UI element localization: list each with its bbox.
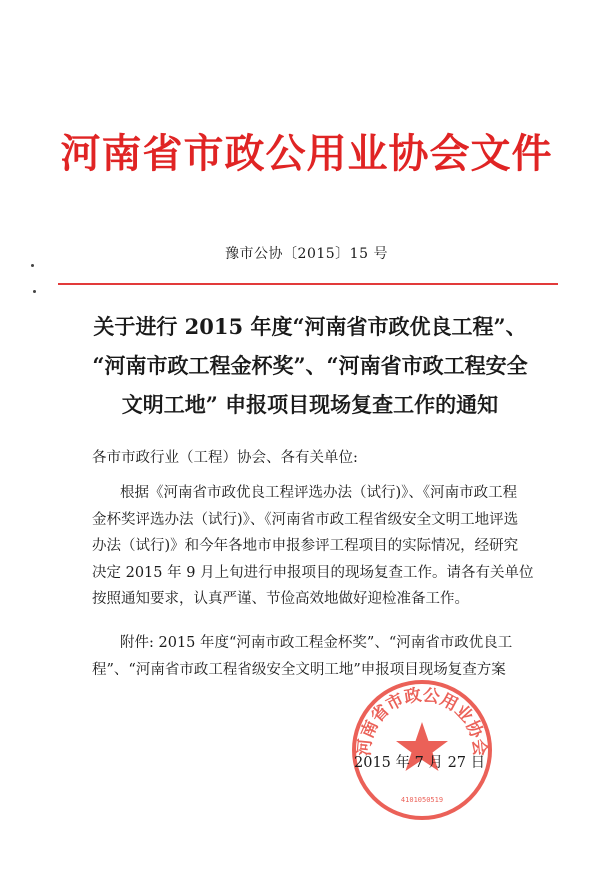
notice-title-line-2: “河南市政工程金杯奖”、“河南省市政工程安全 [92, 353, 528, 378]
scan-speck [33, 290, 36, 293]
body-line: 按照通知要求，认真严谨、节俭高效地做好迎检准备工作。 [92, 591, 469, 607]
body-line: 根据《河南省市政优良工程评选办法（试行)》、《河南市政工程 [120, 485, 518, 501]
official-seal-stamp [347, 675, 497, 825]
body-line: 金杯奖评选办法（试行)》、《河南省市政工程省级安全文明工地评选 [92, 511, 519, 528]
attachment-line: 附件: 2015 年度“河南市政工程金杯奖”、“河南省市政优良工 [120, 635, 513, 651]
red-divider-line [58, 283, 558, 285]
notice-title-line-3: 文明工地” 申报项目现场复查工作的通知 [121, 392, 499, 417]
svg-text:河南省市政公用业协会: 河南省市政公用业协会 [354, 685, 490, 757]
body-paragraph [92, 480, 542, 613]
document-number: 豫市公协〔2015〕15 号 [225, 246, 388, 262]
issue-date: 2015 年 7 月 27 日 [354, 755, 486, 771]
organization-header-title: 河南省市政公用业协会文件 [60, 130, 553, 177]
notice-title-line-1: 关于进行 2015 年度“河南省市政优良工程”、 [93, 314, 527, 339]
scan-speck [31, 264, 34, 267]
body-line: 决定 2015 年 9 月上旬进行申报项目的现场复查工作。请各有关单位 [92, 564, 534, 581]
salutation: 各市市政行业（工程）协会、各有关单位: [92, 450, 358, 466]
notice-title [60, 307, 560, 424]
attachment-line: 程”、“河南省市政工程省级安全文明工地”申报项目现场复查方案 [92, 661, 506, 678]
body-line: 办法（试行)》和今年各地市申报参评工程项目的实际情况，经研究 [92, 538, 519, 554]
svg-text:4101050519: 4101050519 [400, 796, 444, 804]
